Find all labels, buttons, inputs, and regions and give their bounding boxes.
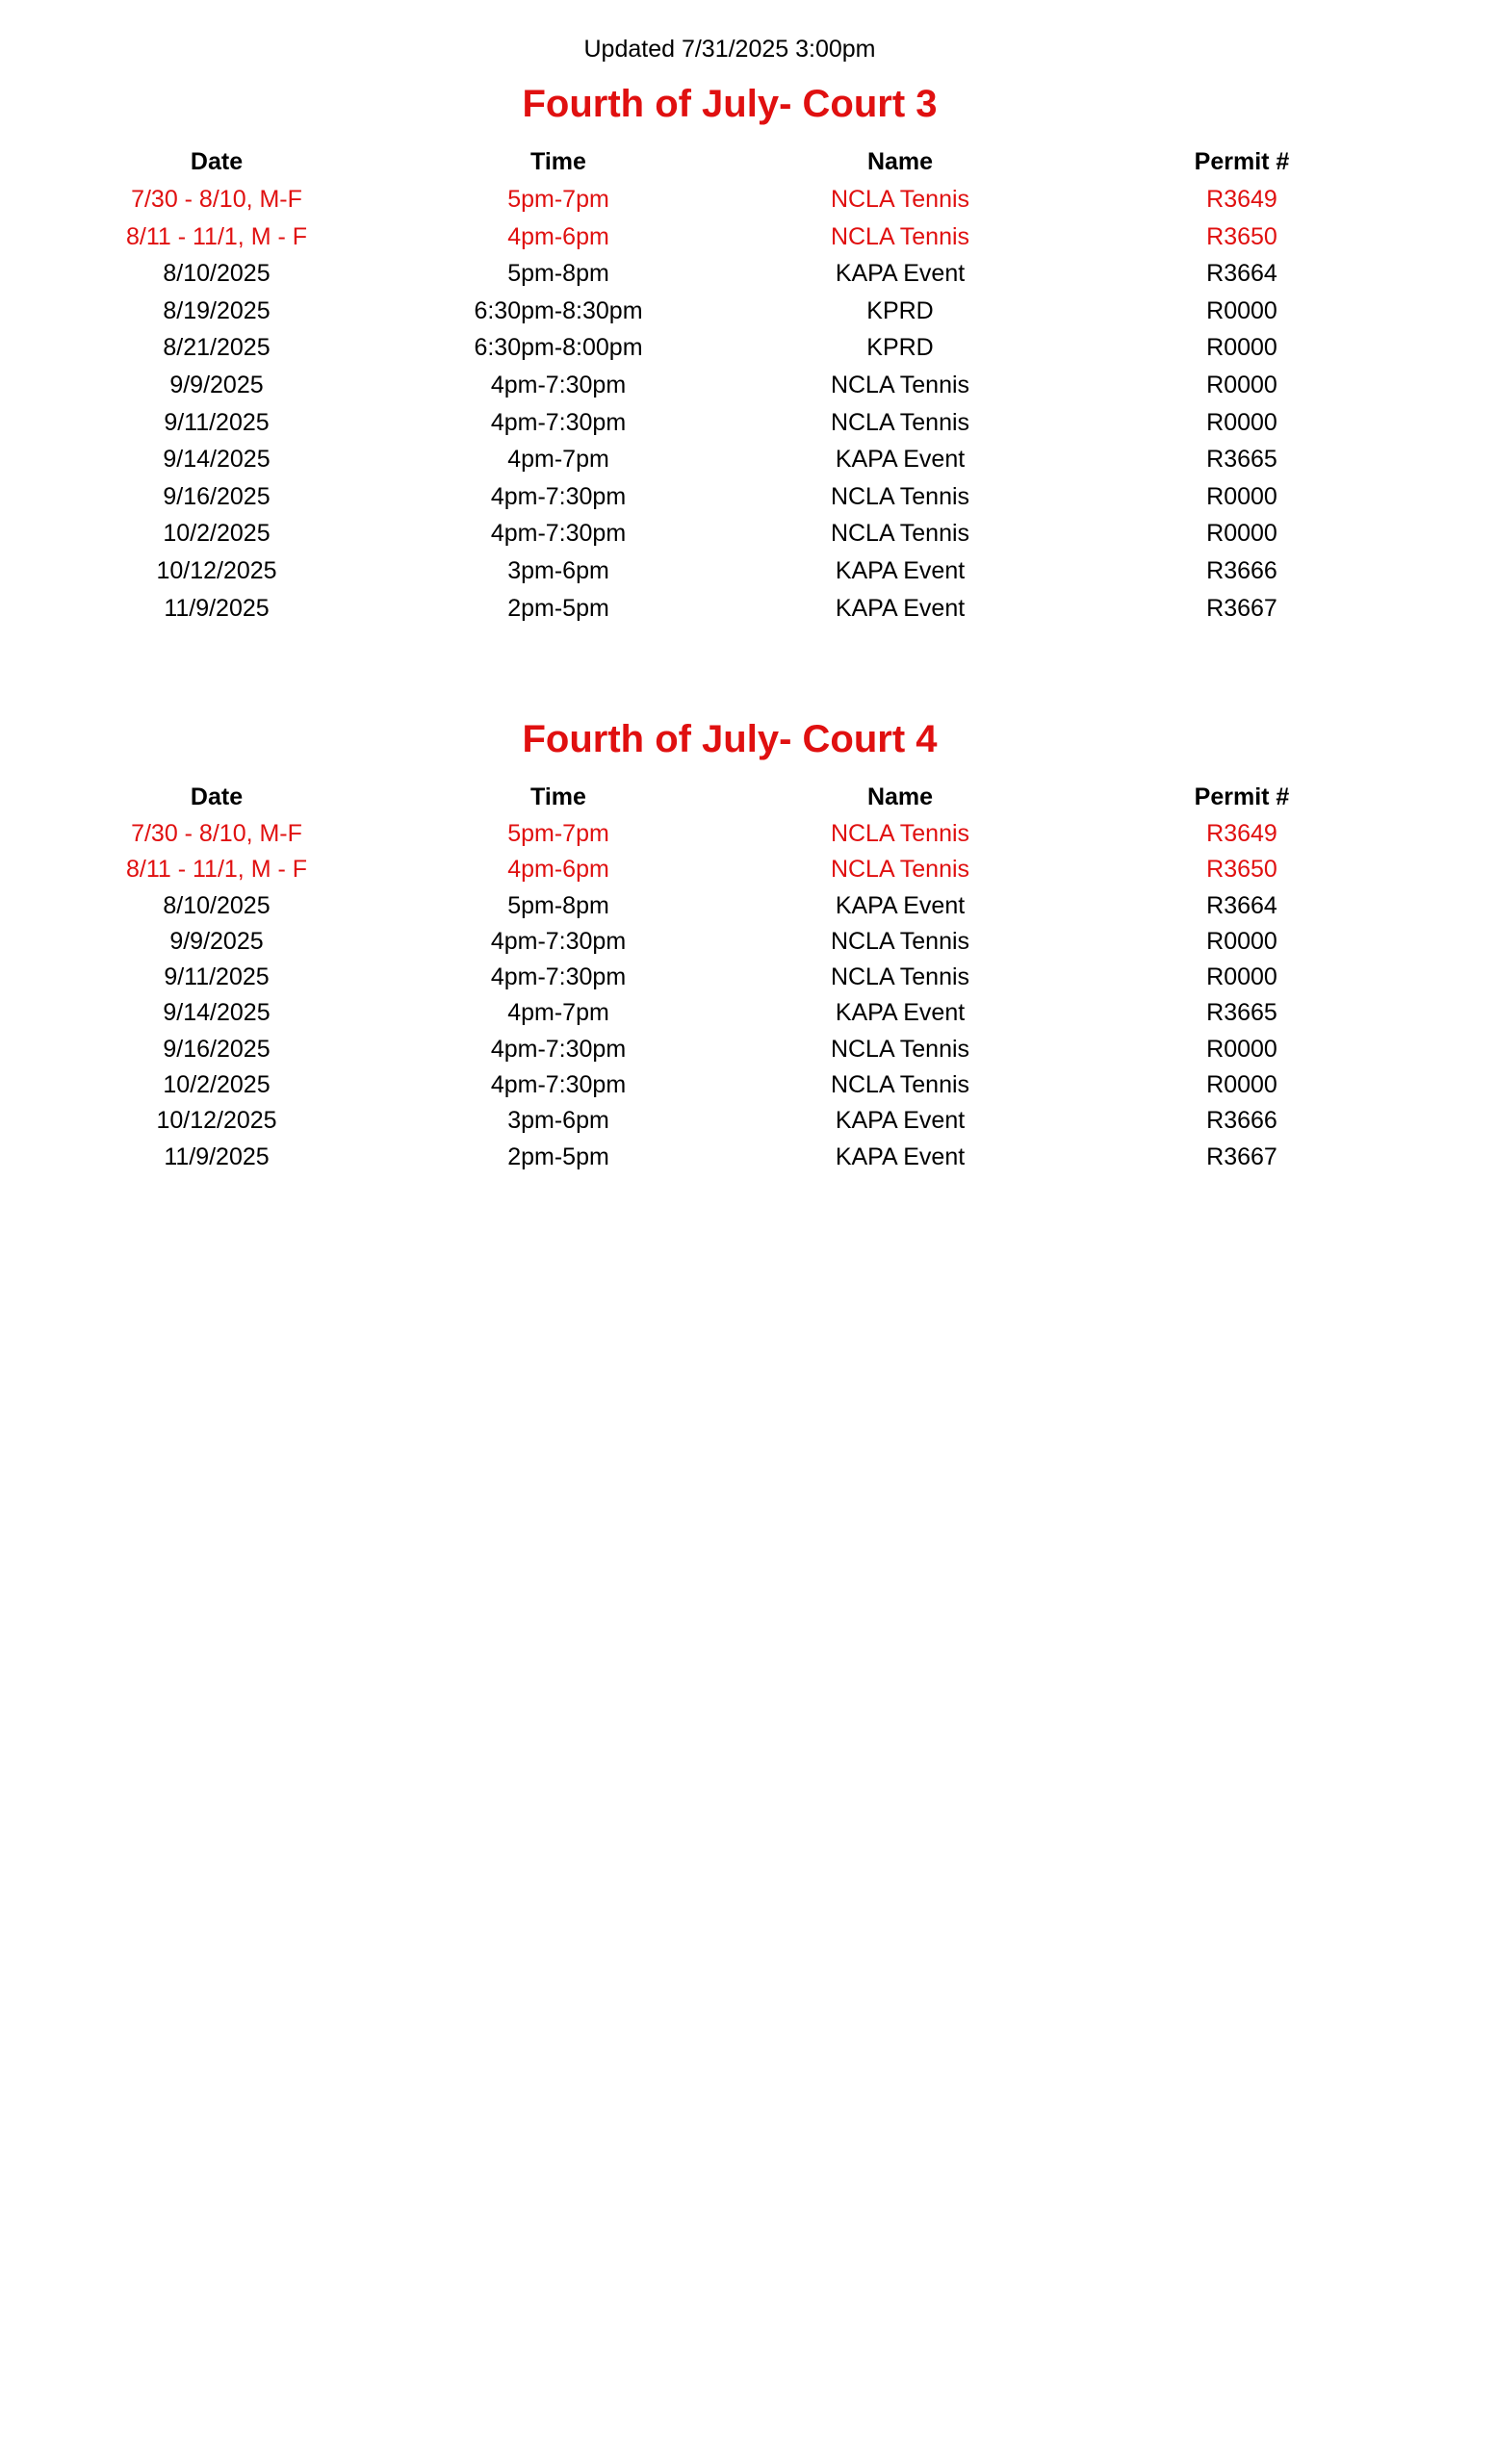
permit-cell: R0000 <box>1206 1071 1277 1099</box>
permit-cell: R3650 <box>1206 222 1277 250</box>
name-cell: KAPA Event <box>835 891 966 919</box>
name-cell: KAPA Event <box>835 556 966 584</box>
table-header-row <box>0 142 1367 181</box>
name-cell: NCLA Tennis <box>830 408 970 436</box>
name-cell: KPRD <box>866 296 934 324</box>
court-3-schedule-table <box>0 142 1367 627</box>
permit-cell: R3649 <box>1206 820 1277 847</box>
permit-cell: R0000 <box>1206 334 1277 362</box>
name-cell: NCLA Tennis <box>830 963 970 991</box>
table-row <box>0 590 1367 628</box>
table-row <box>0 888 1367 924</box>
table-row <box>0 1067 1367 1103</box>
permit-cell: R0000 <box>1206 296 1277 324</box>
permit-column-header: Permit # <box>1194 783 1290 810</box>
table-row <box>0 441 1367 478</box>
table-row <box>0 1032 1367 1067</box>
name-cell: NCLA Tennis <box>830 856 970 884</box>
name-cell: NCLA Tennis <box>830 371 970 398</box>
time-cell: 5pm-7pm <box>507 186 609 213</box>
name-cell: KAPA Event <box>835 1107 966 1135</box>
permit-column-header: Permit # <box>1194 148 1290 175</box>
court-4-rows <box>0 816 1367 1175</box>
table-row <box>0 293 1367 330</box>
time-cell: 4pm-7:30pm <box>490 408 627 436</box>
date-cell: 9/11/2025 <box>164 963 270 991</box>
name-cell: NCLA Tennis <box>830 1071 970 1099</box>
table-row <box>0 852 1367 887</box>
permit-cell: R0000 <box>1206 408 1277 436</box>
table-row <box>0 995 1367 1031</box>
date-cell: 10/12/2025 <box>156 1107 277 1135</box>
court-3-rows <box>0 181 1367 627</box>
permit-cell: R3667 <box>1206 594 1277 622</box>
name-cell: NCLA Tennis <box>830 927 970 955</box>
permit-cell: R3664 <box>1206 891 1277 919</box>
time-column-header: Time <box>530 783 586 810</box>
court-3-section <box>0 79 1496 622</box>
time-cell: 3pm-6pm <box>507 1107 609 1135</box>
permit-cell: R0000 <box>1206 371 1277 398</box>
table-row <box>0 552 1367 590</box>
date-column-header: Date <box>190 783 244 810</box>
updated-timestamp: Updated 7/31/2025 3:00pm <box>583 36 876 63</box>
permit-cell: R0000 <box>1206 520 1277 548</box>
permit-cell: R0000 <box>1206 963 1277 991</box>
date-cell: 8/10/2025 <box>163 891 271 919</box>
date-cell: 8/10/2025 <box>163 260 271 288</box>
date-cell: 7/30 - 8/10, M-F <box>131 186 302 213</box>
date-cell: 10/12/2025 <box>156 556 277 584</box>
name-cell: KAPA Event <box>835 1142 966 1170</box>
table-row <box>0 1140 1367 1175</box>
date-cell: 10/2/2025 <box>163 1071 271 1099</box>
date-cell: 9/14/2025 <box>163 446 271 474</box>
permit-cell: R3665 <box>1206 446 1277 474</box>
name-cell: KAPA Event <box>835 594 966 622</box>
permit-cell: R3666 <box>1206 556 1277 584</box>
name-cell: KAPA Event <box>835 260 966 288</box>
date-cell: 11/9/2025 <box>164 1142 270 1170</box>
table-row <box>0 218 1367 256</box>
permit-cell: R3649 <box>1206 186 1277 213</box>
time-cell: 4pm-7:30pm <box>490 963 627 991</box>
table-row <box>0 960 1367 995</box>
time-cell: 4pm-7pm <box>507 999 609 1027</box>
time-cell: 5pm-7pm <box>507 820 609 847</box>
table-row <box>0 1103 1367 1139</box>
time-cell: 4pm-7:30pm <box>490 520 627 548</box>
table-row <box>0 515 1367 552</box>
time-cell: 4pm-6pm <box>507 856 609 884</box>
table-row <box>0 329 1367 367</box>
time-cell: 4pm-7:30pm <box>490 927 627 955</box>
table-row <box>0 404 1367 442</box>
permit-cell: R3665 <box>1206 999 1277 1027</box>
permit-cell: R0000 <box>1206 1035 1277 1063</box>
permit-cell: R0000 <box>1206 927 1277 955</box>
time-column-header: Time <box>530 148 586 175</box>
time-cell: 6:30pm-8:30pm <box>474 296 643 324</box>
name-cell: NCLA Tennis <box>830 820 970 847</box>
date-cell: 9/14/2025 <box>163 999 271 1027</box>
time-cell: 6:30pm-8:00pm <box>474 334 643 362</box>
date-column-header: Date <box>190 148 244 175</box>
name-cell: NCLA Tennis <box>830 186 970 213</box>
court-3-title: Fourth of July- Court 3 <box>522 83 938 125</box>
permit-cell: R0000 <box>1206 482 1277 510</box>
time-cell: 4pm-7:30pm <box>490 482 627 510</box>
date-cell: 10/2/2025 <box>163 520 271 548</box>
court-4-schedule-table <box>0 778 1367 1175</box>
date-cell: 9/16/2025 <box>163 1035 271 1063</box>
time-cell: 5pm-8pm <box>507 891 609 919</box>
date-cell: 8/11 - 11/1, M - F <box>125 222 308 250</box>
permit-cell: R3650 <box>1206 856 1277 884</box>
time-cell: 2pm-5pm <box>507 1142 609 1170</box>
name-cell: KAPA Event <box>835 446 966 474</box>
time-cell: 4pm-7pm <box>507 446 609 474</box>
name-cell: NCLA Tennis <box>830 520 970 548</box>
table-row <box>0 367 1367 404</box>
date-cell: 9/9/2025 <box>169 927 264 955</box>
name-cell: KAPA Event <box>835 999 966 1027</box>
time-cell: 4pm-7:30pm <box>490 1071 627 1099</box>
time-cell: 5pm-8pm <box>507 260 609 288</box>
name-cell: NCLA Tennis <box>830 1035 970 1063</box>
name-column-header: Name <box>866 148 934 175</box>
table-row <box>0 816 1367 852</box>
table-row <box>0 181 1367 218</box>
date-cell: 9/16/2025 <box>163 482 271 510</box>
permit-cell: R3664 <box>1206 260 1277 288</box>
name-column-header: Name <box>866 783 934 810</box>
date-cell: 7/30 - 8/10, M-F <box>131 820 302 847</box>
date-cell: 9/11/2025 <box>164 408 270 436</box>
time-cell: 2pm-5pm <box>507 594 609 622</box>
name-cell: NCLA Tennis <box>830 222 970 250</box>
date-cell: 9/9/2025 <box>169 371 264 398</box>
time-cell: 4pm-7:30pm <box>490 371 627 398</box>
court-4-title: Fourth of July- Court 4 <box>522 718 938 760</box>
name-cell: KPRD <box>866 334 934 362</box>
permit-cell: R3666 <box>1206 1107 1277 1135</box>
table-row <box>0 478 1367 516</box>
table-row <box>0 924 1367 960</box>
date-cell: 8/21/2025 <box>163 334 271 362</box>
name-cell: NCLA Tennis <box>830 482 970 510</box>
time-cell: 4pm-6pm <box>507 222 609 250</box>
time-cell: 3pm-6pm <box>507 556 609 584</box>
date-cell: 8/19/2025 <box>163 296 271 324</box>
permit-cell: R3667 <box>1206 1142 1277 1170</box>
table-header-row <box>0 778 1367 816</box>
date-cell: 8/11 - 11/1, M - F <box>125 856 308 884</box>
table-row <box>0 255 1367 293</box>
court-4-section <box>0 714 1496 1170</box>
time-cell: 4pm-7:30pm <box>490 1035 627 1063</box>
date-cell: 11/9/2025 <box>164 594 270 622</box>
